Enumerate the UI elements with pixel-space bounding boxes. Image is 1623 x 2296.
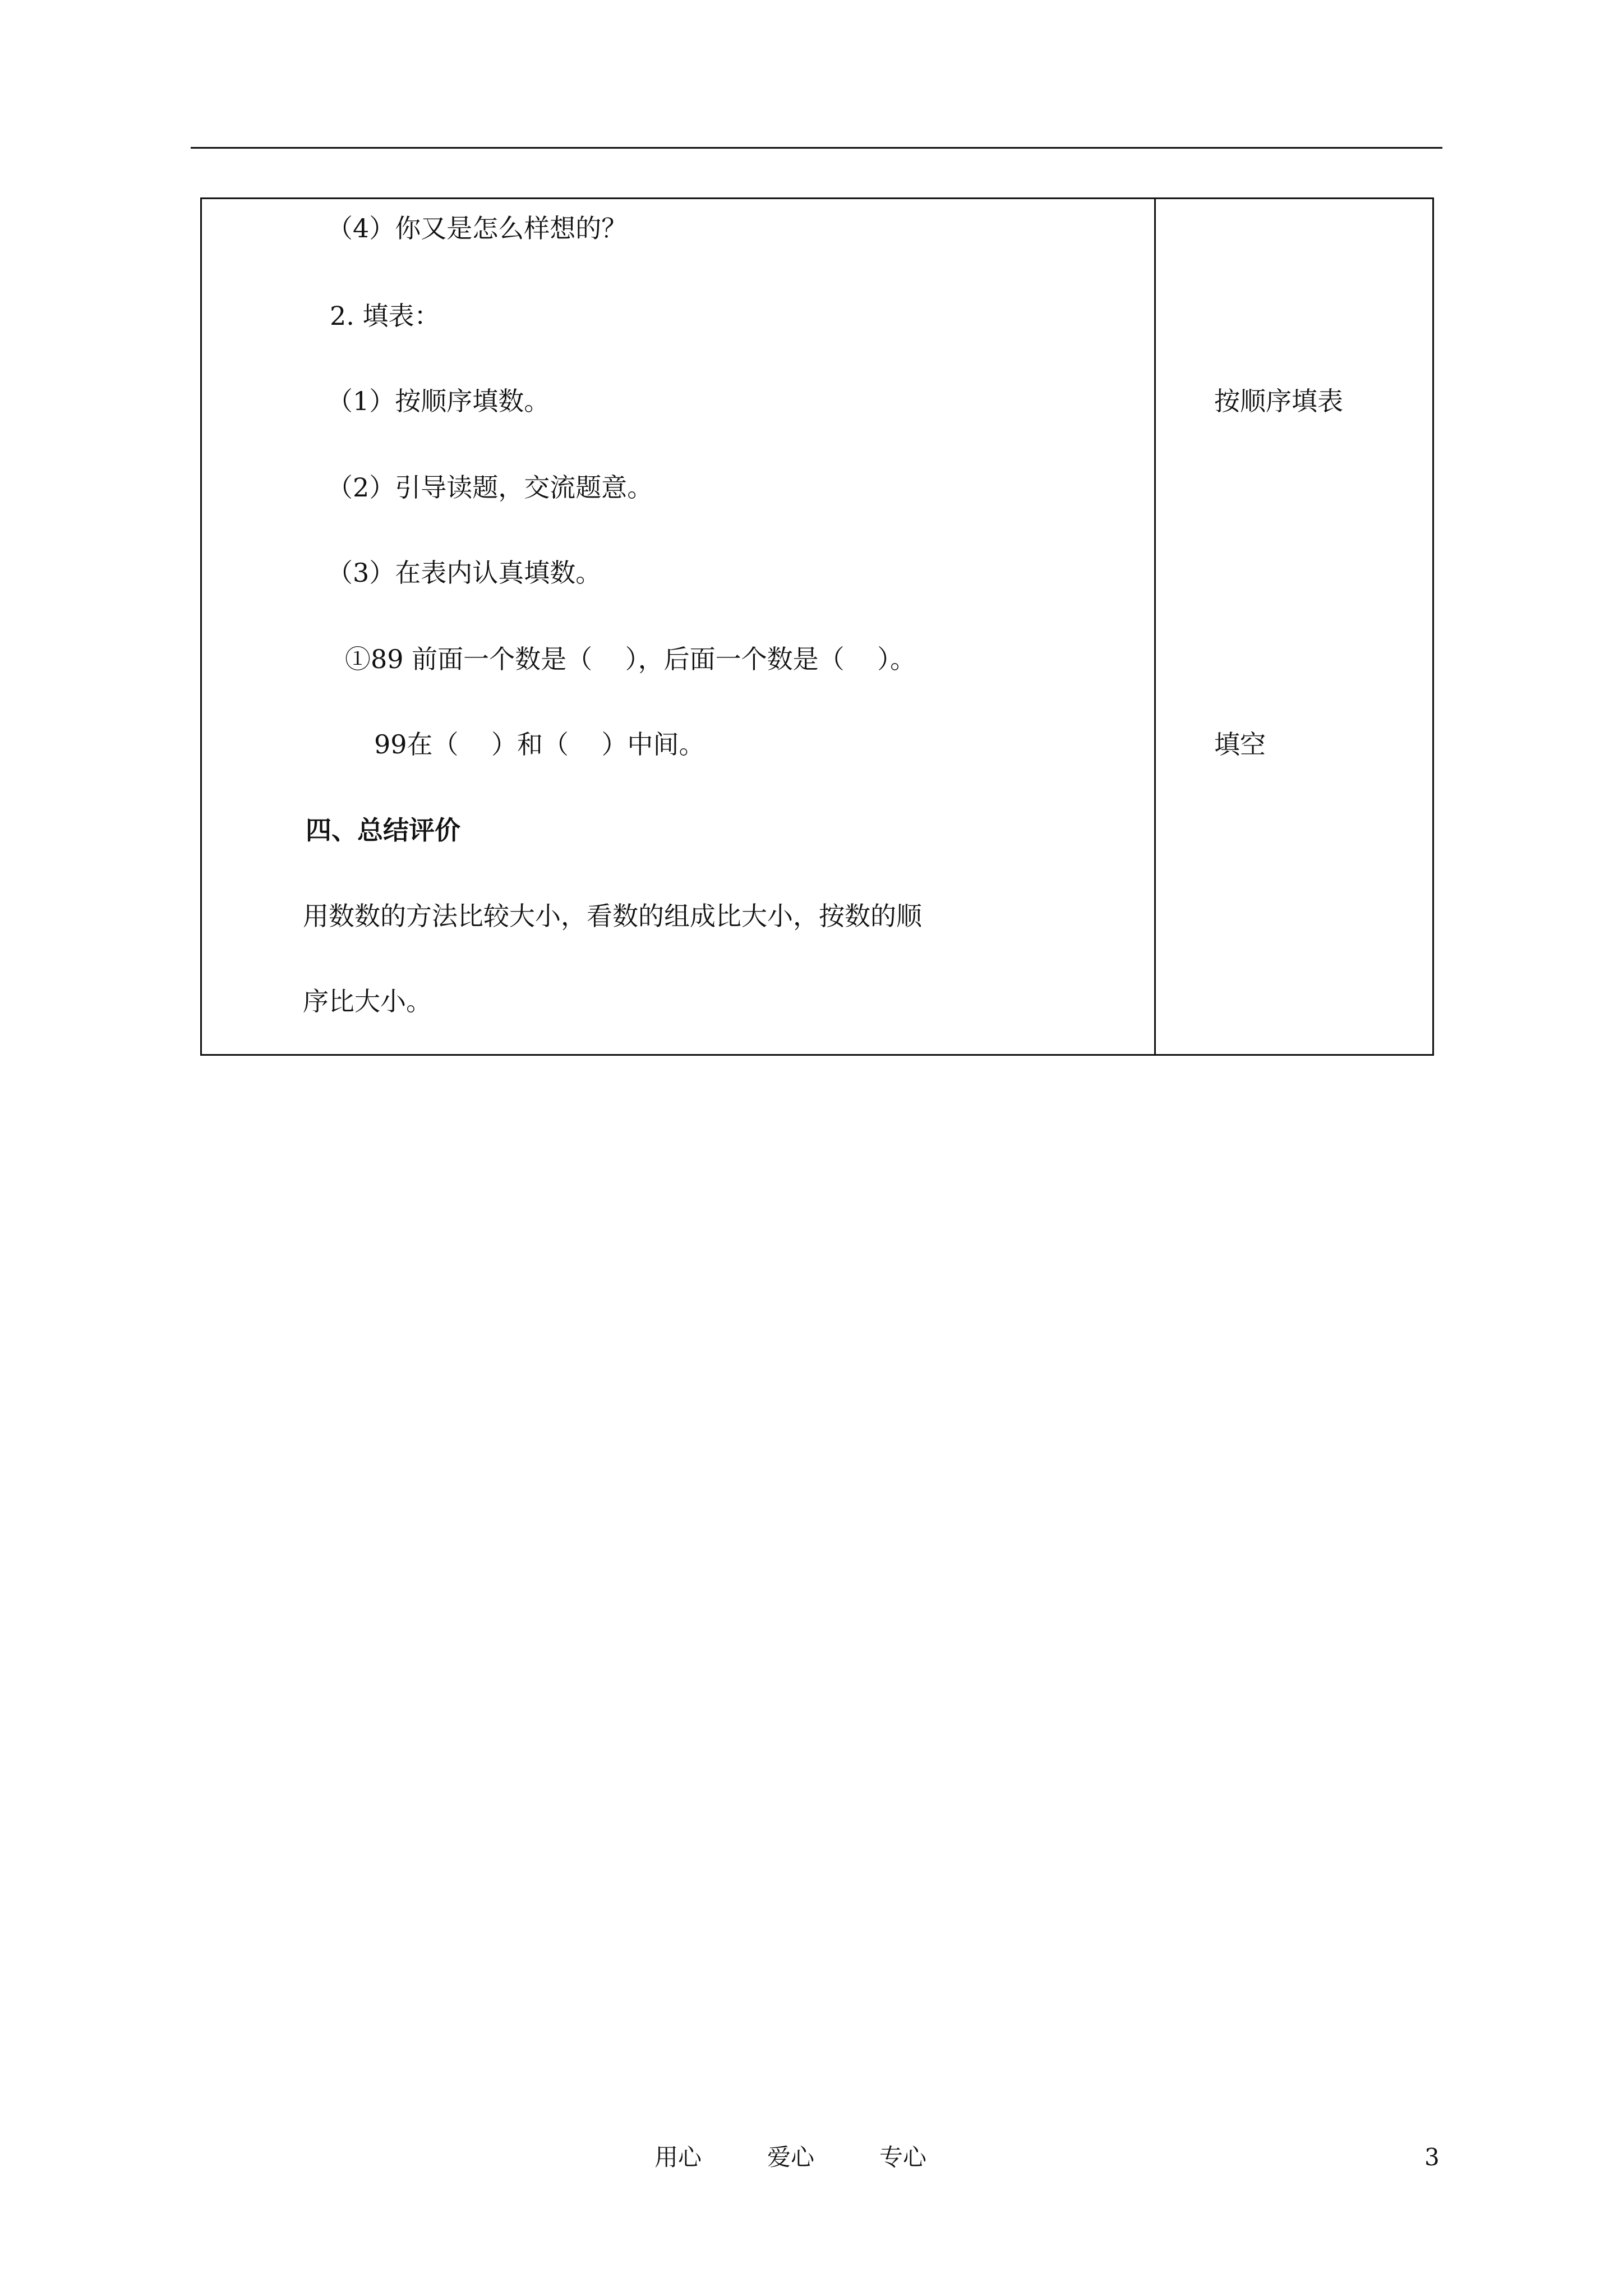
section-heading-summary: 四、总结评价: [306, 815, 460, 845]
column-divider: [1154, 199, 1156, 1054]
exercise-line-2: 99在（ ）和（ ）中间。: [374, 729, 705, 760]
exercise-line-1: ①89 前面一个数是（ ），后面一个数是（ ）。: [345, 644, 916, 674]
step-line-1: （1）按顺序填数。: [327, 386, 550, 416]
footer-item-yongxin: 用心: [654, 2143, 702, 2171]
page-number: 3: [1424, 2143, 1440, 2171]
note-fill-table: 按顺序填表: [1214, 386, 1343, 416]
lesson-table: [200, 197, 1434, 1056]
footer-item-aixin: 爱心: [767, 2143, 815, 2171]
question-line-4: （4）你又是怎么样想的？: [327, 213, 628, 243]
summary-text-line-1: 用数数的方法比较大小，看数的组成比大小，按数的顺: [303, 901, 922, 931]
step-line-2: （2）引导读题，交流题意。: [327, 472, 653, 503]
footer-item-zhuanxin: 专心: [879, 2143, 927, 2171]
summary-text-line-2: 序比大小。: [303, 986, 432, 1016]
note-fill-blank: 填空: [1214, 729, 1266, 760]
step-line-3: （3）在表内认真填数。: [327, 558, 602, 588]
fill-table-heading: 2. 填表：: [330, 301, 440, 331]
header-rule: [191, 147, 1442, 149]
